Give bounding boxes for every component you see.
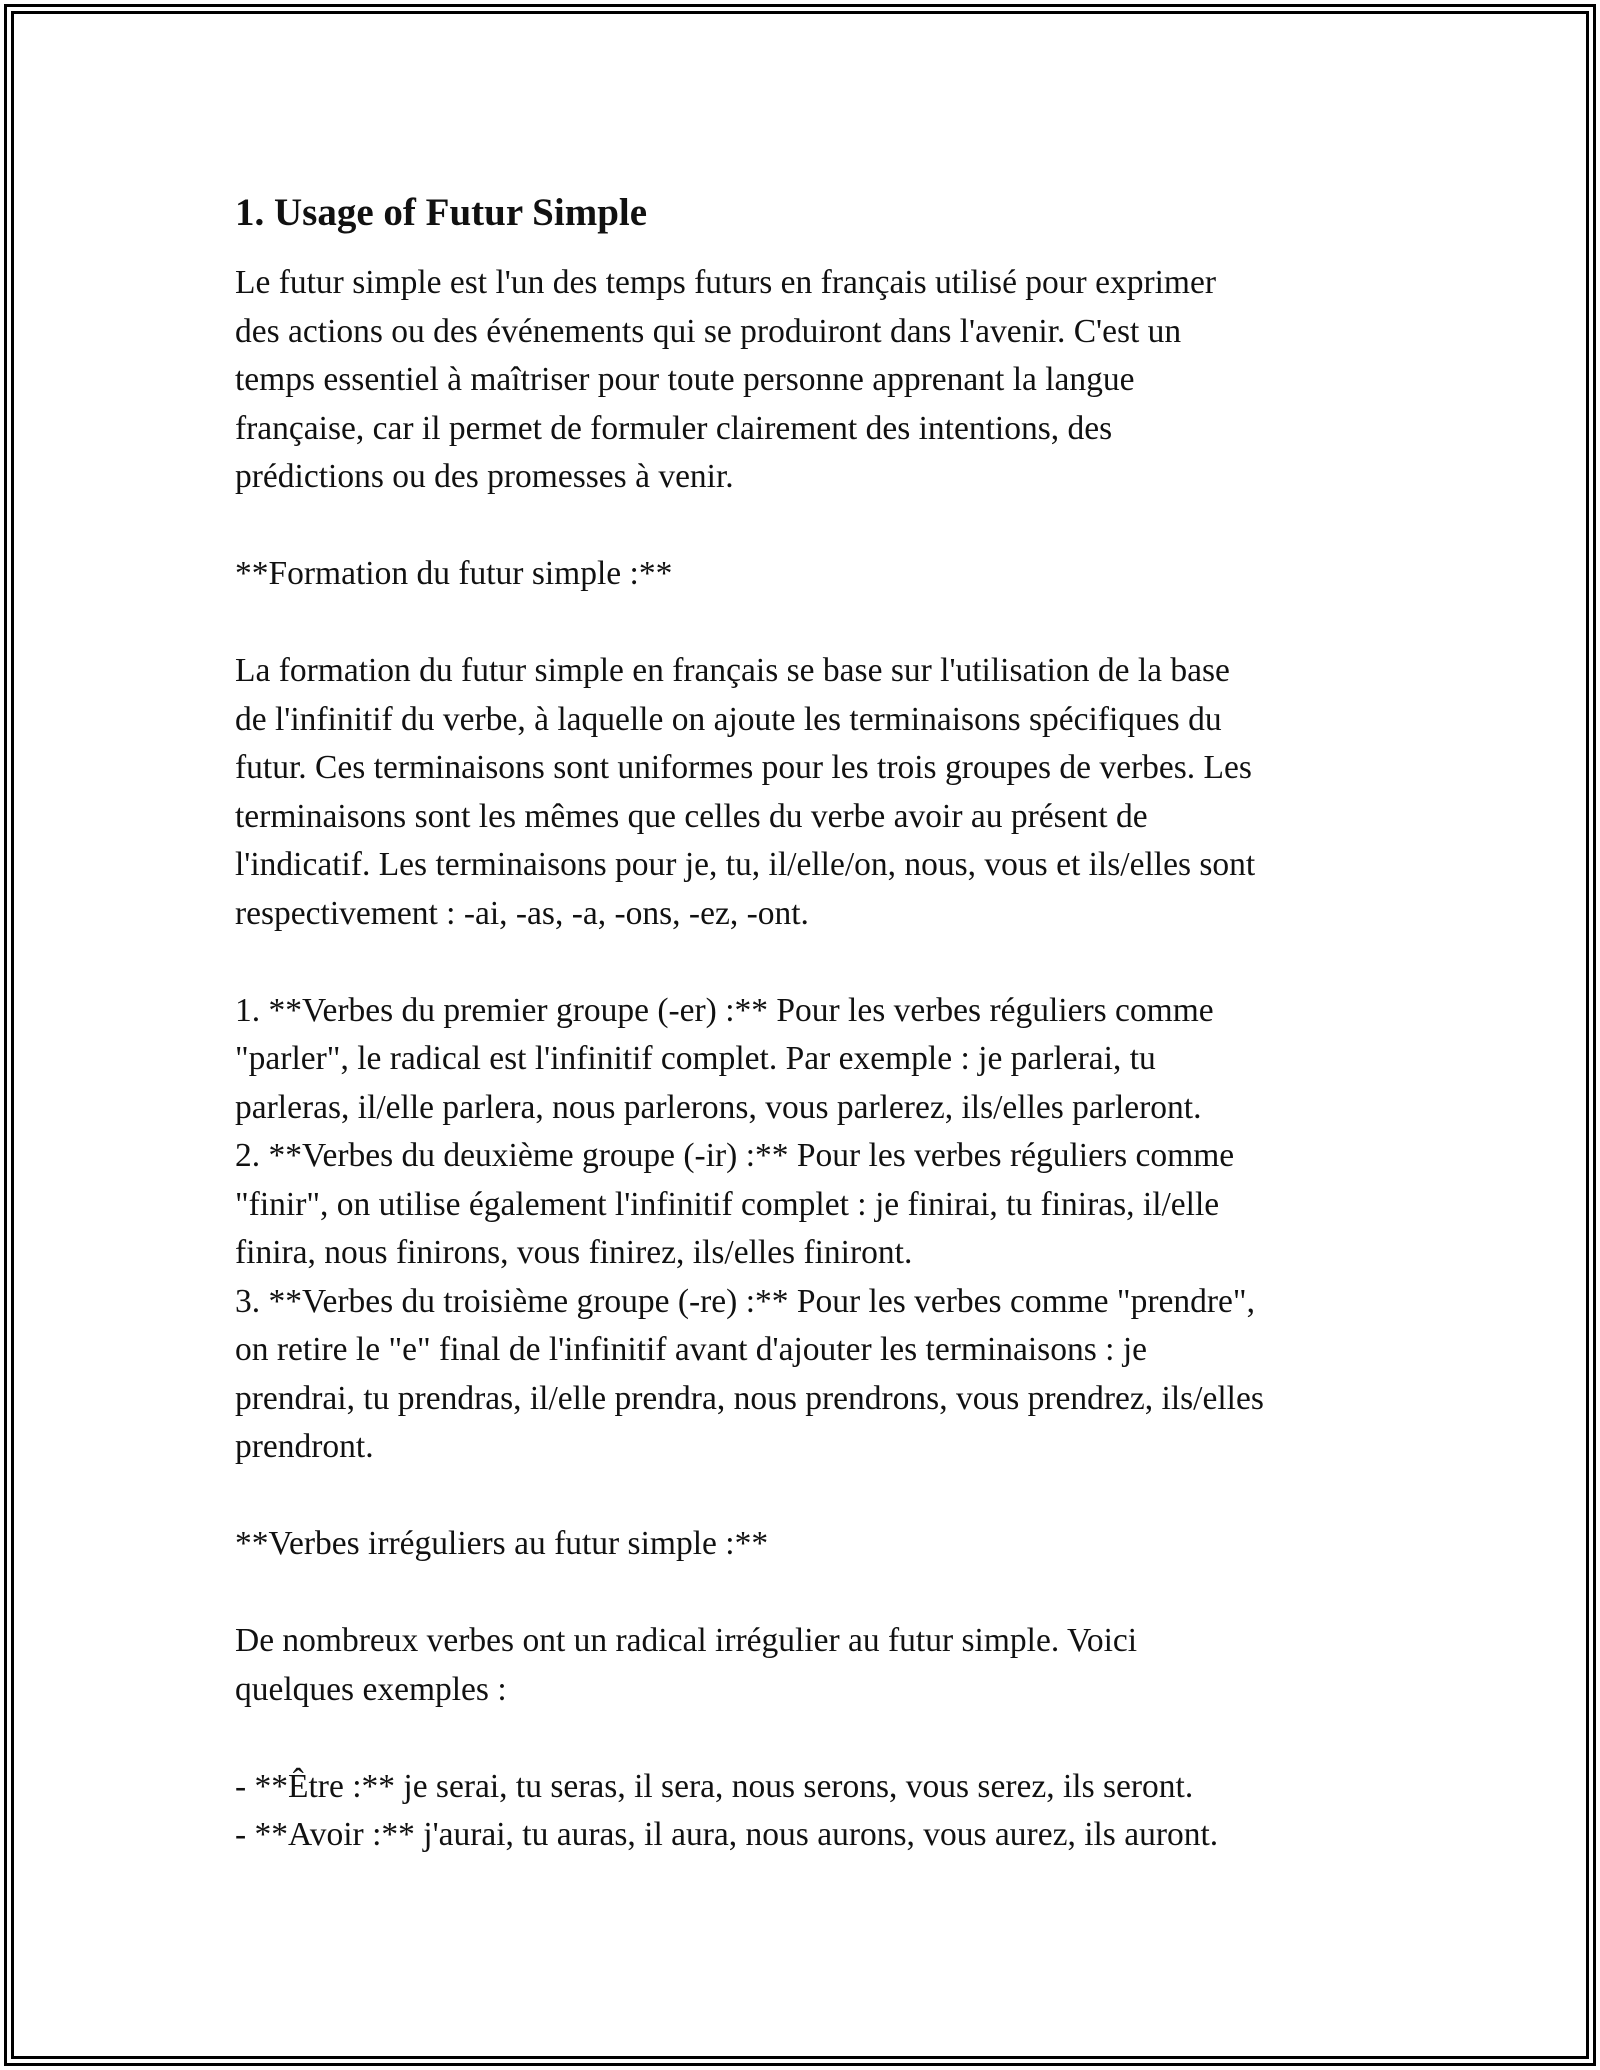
list-item-line: parleras, il/elle parlera, nous parlerons, vous parlerez, ils/elles parleront.: [235, 1088, 1202, 1126]
list-item-line: prendront.: [235, 1428, 374, 1465]
list-item-line: 1. **Verbes du premier groupe (-er) :** Pour les verbes réguliers comme: [235, 991, 1214, 1029]
text-line: de l'infinitif du verbe, à laquelle on ajoute les terminaisons spécifiques du: [235, 700, 1222, 738]
text-line: Le futur simple est l'un des temps futurs en français utilisé pour exprimer: [235, 264, 1217, 301]
intro-paragraph: [235, 259, 1375, 502]
formation-paragraph: [235, 647, 1375, 938]
verb-groups-list: [235, 987, 1375, 1472]
paragraph-gap: [235, 599, 1375, 648]
paragraph-gap: [235, 502, 1375, 551]
irregular-intro-paragraph: [235, 1617, 1375, 1714]
text-line: l'indicatif. Les terminaisons pour je, tu, il/elle/on, nous, vous et ils/elles sont: [235, 846, 1256, 883]
paragraph-gap: [235, 1569, 1375, 1618]
text-line: quelques exemples :: [235, 1670, 507, 1708]
text-line: **Formation du futur simple :**: [235, 555, 673, 592]
irregular-examples-list: [235, 1763, 1375, 1860]
section-heading: 1. Usage of Futur Simple: [235, 191, 648, 234]
text-line: terminaisons sont les mêmes que celles du verbe avoir au présent de: [235, 797, 1148, 835]
text-line: prédictions ou des promesses à venir.: [235, 458, 734, 495]
list-item-line: 2. **Verbes du deuxième groupe (-ir) :** Pour les verbes réguliers comme: [235, 1137, 1235, 1174]
list-item-line: - **Avoir :** j'aurai, tu auras, il aura, nous aurons, vous aurez, ils auront.: [235, 1816, 1219, 1853]
list-item-line: prendrai, tu prendras, il/elle prendra, nous prendrons, vous prendrez, ils/elles: [235, 1379, 1264, 1417]
list-item-line: finira, nous finirons, vous finirez, ils/elles finiront.: [235, 1234, 913, 1271]
list-item-line: 3. **Verbes du troisième groupe (-re) :** Pour les verbes comme "prendre",: [235, 1282, 1255, 1320]
paragraph-gap: [235, 1472, 1375, 1521]
text-line: respectivement : -ai, -as, -a, -ons, -ez, -ont.: [235, 894, 809, 932]
list-item-line: "finir", on utilise également l'infinitif complet : je finirai, tu finiras, il/elle: [235, 1185, 1220, 1223]
list-item-line: "parler", le radical est l'infinitif complet. Par exemple : je parlerai, tu: [235, 1040, 1156, 1077]
text-line: futur. Ces terminaisons sont uniformes pour les trois groupes de verbes. Les: [235, 749, 1252, 786]
text-line: française, car il permet de formuler clairement des intentions, des: [235, 409, 1113, 447]
text-line: De nombreux verbes ont un radical irrégulier au futur simple. Voici: [235, 1622, 1138, 1659]
irregular-heading: [235, 1520, 1375, 1569]
formation-heading: [235, 550, 1375, 599]
paragraph-gap: [235, 938, 1375, 987]
text-line: La formation du futur simple en français se base sur l'utilisation de la base: [235, 652, 1230, 689]
text-line: des actions ou des événements qui se produiront dans l'avenir. C'est un: [235, 312, 1182, 350]
text-line: temps essentiel à maîtriser pour toute personne apprenant la langue: [235, 361, 1135, 398]
list-item-line: on retire le "e" final de l'infinitif avant d'ajouter les terminaisons : je: [235, 1331, 1147, 1368]
document-body: [235, 185, 1375, 1860]
list-item-line: - **Être :** je serai, tu seras, il sera, nous serons, vous serez, ils seront.: [235, 1767, 1194, 1805]
paragraph-gap: [235, 1714, 1375, 1763]
text-line: **Verbes irréguliers au futur simple :**: [235, 1525, 769, 1562]
